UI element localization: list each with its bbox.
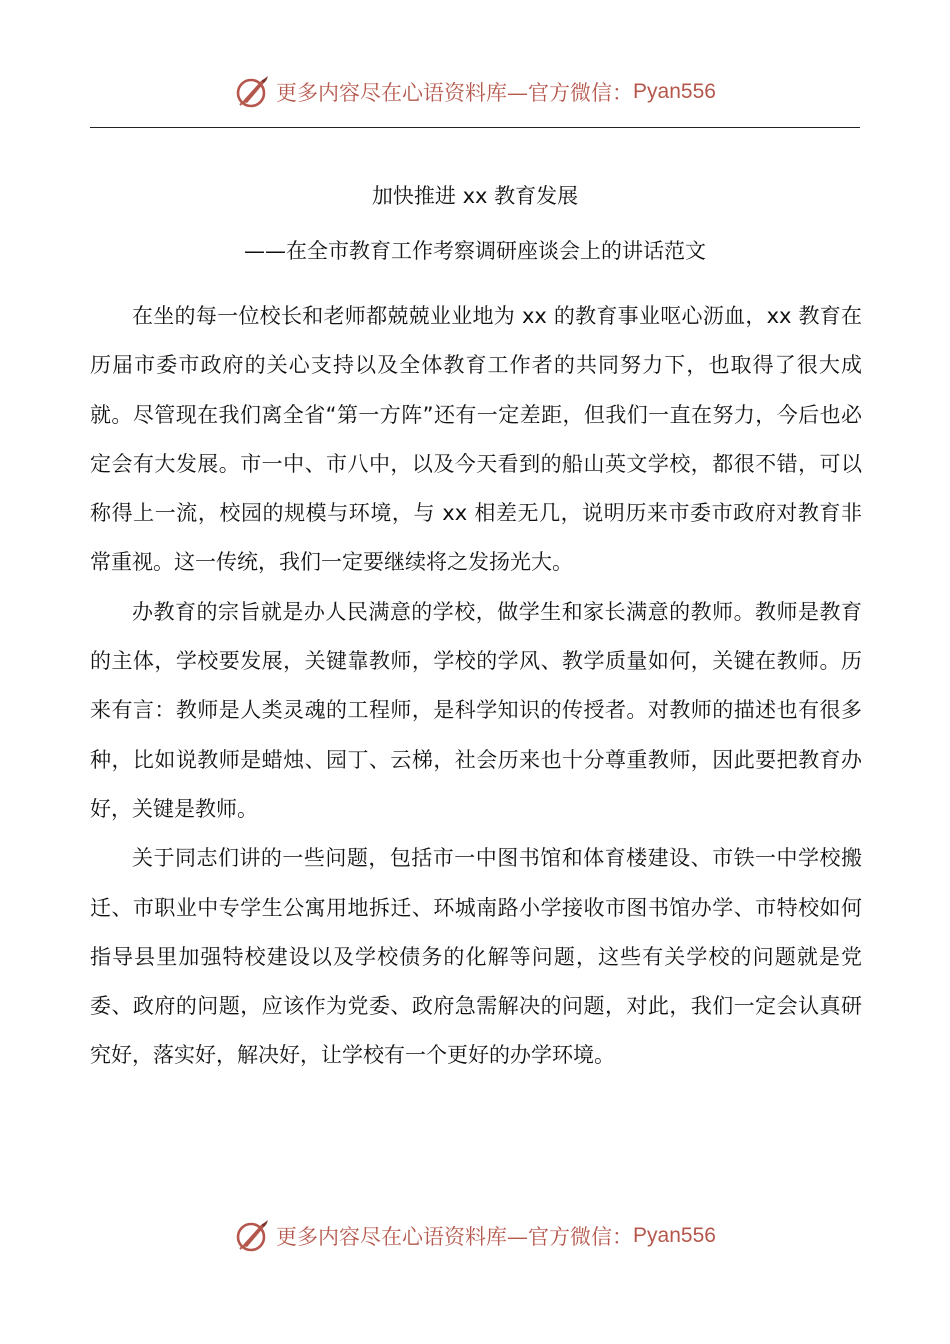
header-wechat-label: 官方微信： (528, 81, 634, 105)
footer-slogan: 更多内容尽在心语资料库— (276, 1225, 529, 1249)
body-paragraph: 办教育的宗旨就是办人民满意的学校，做学生和家长满意的教师。教师是教育的主体，学校要发展，关键靠教师，学校的学风、教学质量如何，关键在教师。历来有言：教师是人类灵魂的工程师，是科学知识的传授者。对教师的描述也有很多种，比如说教师是蜡烛、园丁、云梯，社会历来也十分尊重教师，因此要把教育办好，关键是教师。 (90, 599, 862, 821)
document-title: 加快推进 xx 教育发展 (371, 184, 579, 208)
document-body (90, 292, 862, 1081)
body-paragraph: 在坐的每一位校长和老师都兢兢业业地为 xx 的教育事业呕心沥血，xx 教育在历届市委市政府的关心支持以及全体教育工作者的共同努力下，也取得了很大成就。尽管现在我们离全省“第一方阵”还有一定差距，但我们一直在努力，今后也必定会有大发展。市一中、市八中，以及今天看到的船山英文学校，都很不错，可以称得上一流，校园的规模与环境，与 xx 相差无几，说明历来市委市政府对教育非常重视。这一传统，我们一定要继续将之发扬光大。 (90, 304, 862, 575)
footer-wechat-id: Pyan556 (633, 1224, 716, 1247)
footer-banner (0, 1214, 950, 1258)
header-banner (0, 70, 950, 114)
quill-pen-logo-icon (234, 1218, 270, 1254)
document-subtitle: ——在全市教育工作考察调研座谈会上的讲话范文 (244, 239, 706, 263)
header-slogan: 更多内容尽在心语资料库— (276, 81, 529, 105)
footer-wechat-label: 官方微信： (528, 1225, 634, 1249)
header-divider (90, 127, 860, 128)
header-wechat-id: Pyan556 (633, 80, 716, 103)
body-paragraph: 关于同志们讲的一些问题，包括市一中图书馆和体育楼建设、市铁一中学校搬迁、市职业中专学生公寓用地拆迁、环城南路小学接收市图书馆办学、市特校如何指导县里加强特校建设以及学校债务的化解等问题，这些有关学校的问题就是党委、政府的问题，应该作为党委、政府急需解决的问题，对此，我们一定会认真研究好，落实好，解决好，让学校有一个更好的办学环境。 (90, 846, 862, 1068)
quill-pen-logo-icon (234, 74, 270, 110)
